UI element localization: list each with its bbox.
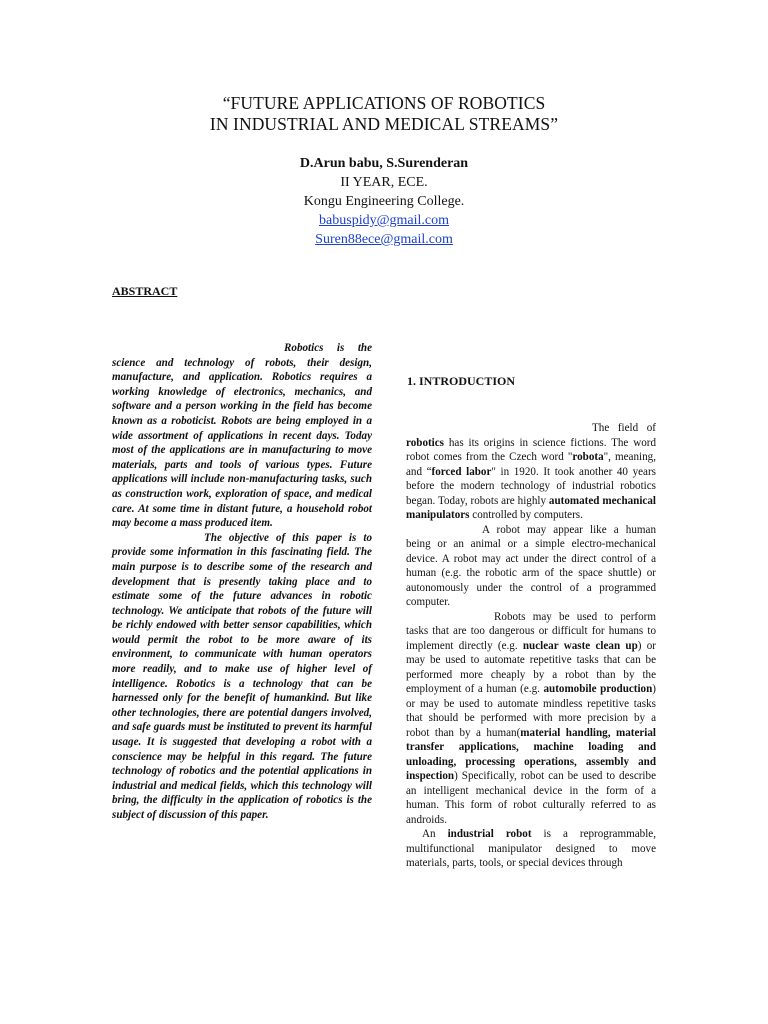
title-line-1: “FUTURE APPLICATIONS OF ROBOTICS [222,93,546,113]
abstract-heading: ABSTRACT [112,284,178,298]
abstract-paragraph-2: The objective of this paper is to provide some information in this fascinating field. The main purpose is to describe some of the research and development that is presently taking place and to estimate some of the future advances in robotic technology. We anticipate that robots of the future will be richly endowed with better sensor capabilities, which would permit the robot to be more aware of its environment, to communicate with human operators more readily, and to make use of higher level of intelligence. Robotics is a technology that can be harnessed only for the benefit of humankind. But like other technologies, there are potential dangers involved, and safe guards must be instituted to prevent its harmful usage. It is suggested that developing a robot with a conscience may be helpful in this regard. The future technology of robotics and the potential applications in industrial and medical fields, which this technology will bring, the difficulty in the application of robotics is the subject of discussion of this paper. [112,531,372,821]
author-year: II YEAR, ECE. [340,175,428,190]
abstract-paragraph-1: Robotics is the science and technology of robots, their design, manufacture, and application. Robotics requires a working knowledge of electronics, mechanics, and software and a person working in the field has become known as a roboticist. Robots are being employed in a wide assortment of applications in recent days. Today most of the applications are in manufacturing to move materials, parts and tools of various types. Future applications will include non-manufacturing tasks, such as construction work, exploration of space, and medical care. At some time in distant future, a household robot may become a mass produced item. [112,342,372,530]
email-link-1[interactable]: babuspidy@gmail.com [319,213,449,228]
introduction-body [406,421,656,871]
author-names: D.Arun babu, S.Surenderan [299,156,469,171]
author-block [0,154,768,249]
intro-paragraph-4: An industrial robot is a reprogrammable, multifunctional manipulator designed to move materials, parts, tools, or special devices through [406,828,656,869]
intro-paragraph-3: Robots may be used to perform tasks that are too dangerous or difficult for humans to implement directly (e.g. nuclear waste clean up) or may be used to automate repetitive tasks that can be performed more cheaply by a robot than by the employment of a human (e.g. automobile production) or may be used to automate mindless repetitive tasks that should be performed with more precision by a robot than by a human(material handling, material transfer applications, machine loading and unloading, processing operations, assembly and inspection) Specifically, robot can be used to describe an intelligent mechanical device in the form of a human. This form of robot culturally referred to as androids. [406,610,656,826]
paper-title [0,93,768,135]
email-link-2[interactable]: Suren88ece@gmail.com [315,232,453,247]
intro-paragraph-1: The field of robotics has its origins in science fictions. The word robot comes from the Czech word "robota", meaning, and “forced labor" in 1920. It took another 40 years before the modern technology of industrial robotics began. Today, robots are highly automated mechanical manipulators controlled by computers. [406,422,656,521]
title-line-2: IN INDUSTRIAL AND MEDICAL STREAMS” [209,114,559,134]
author-college: Kongu Engineering College. [303,194,465,209]
introduction-heading: 1. INTRODUCTION [407,374,516,388]
intro-paragraph-2: A robot may appear like a human being or an animal or a simple electro-mechanical device. A robot may act under the direct control of a human (e.g. the robotic arm of the space shuttle) or autonomously under the control of a programmed computer. [406,523,656,608]
abstract-body [112,341,372,823]
